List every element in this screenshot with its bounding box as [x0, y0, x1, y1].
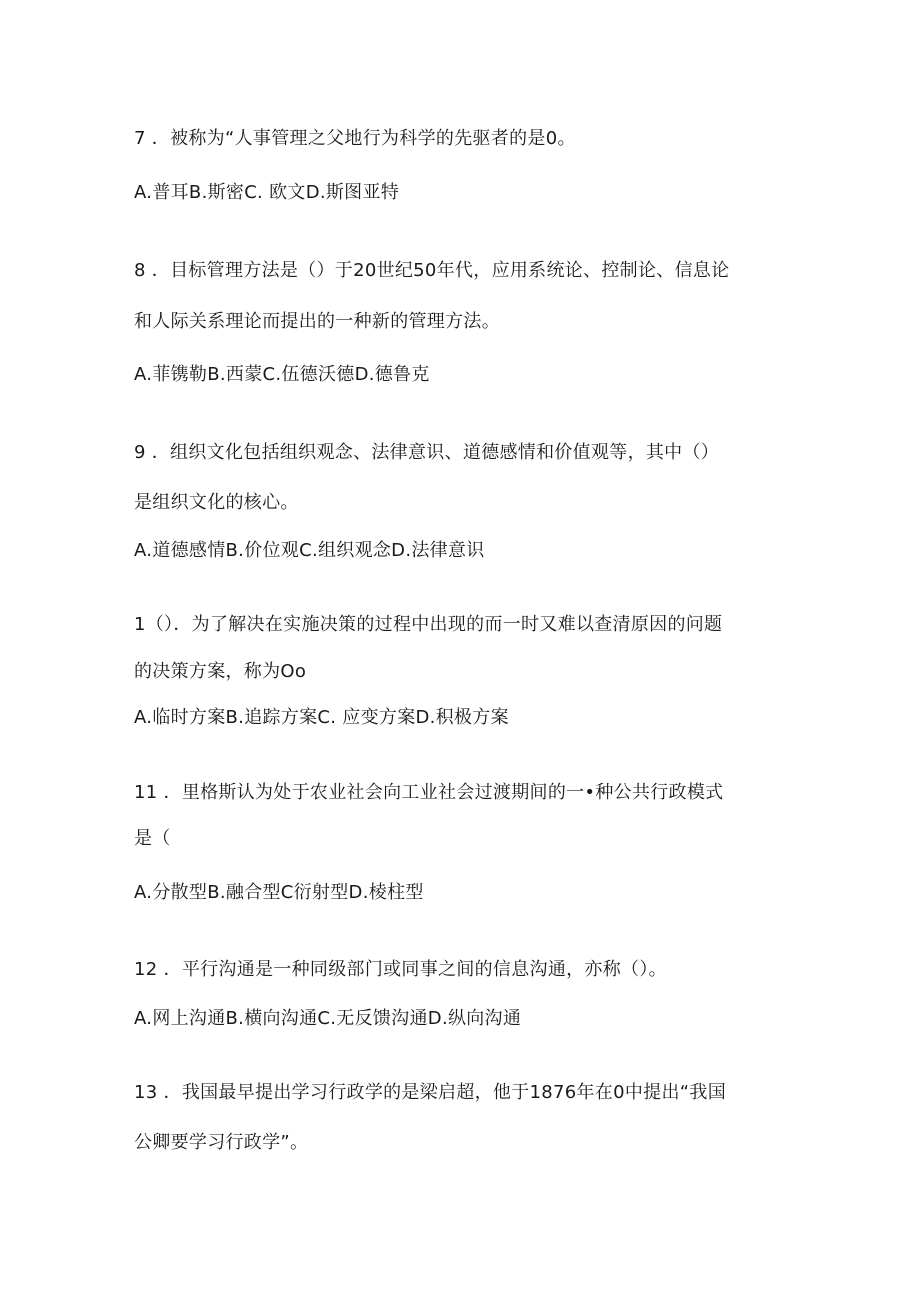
- question-7-stem-line-1: 7 ．被称为“人事管理之父地行为科学的先驱者的是0。: [134, 128, 576, 149]
- question-10-stem-line-1: 1（）．为了解决在实施决策的过程中出现的而一时又难以查清原因的问题: [134, 614, 723, 635]
- question-13-stem-line-1: 13 ．我国最早提出学习行政学的是梁启超，他于1876年在0中提出“我国: [134, 1082, 727, 1103]
- question-13-stem-line-2: 公卿要学习行政学”。: [134, 1132, 309, 1153]
- question-10-stem-line-2: 的决策方案，称为Oo: [134, 661, 307, 682]
- question-12-options: A.网上沟通B.横向沟通C.无反馈沟通D.纵向沟通: [134, 1008, 522, 1029]
- question-9-stem-line-2: 是组织文化的核心。: [134, 492, 299, 513]
- question-11-stem-line-1: 11 ．里格斯认为处于农业社会向工业社会过渡期间的一•种公共行政模式: [134, 782, 724, 803]
- question-8-options: A.菲镌勒B.西蒙C.伍德沃德D.德鲁克: [134, 364, 430, 385]
- question-8-stem-line-1: 8 ．目标管理方法是（）于20世纪50年代，应用系统论、控制论、信息论: [134, 260, 730, 281]
- question-7-options: A.普耳B.斯密C. 欧文D.斯图亚特: [134, 182, 400, 203]
- question-9-options: A.道德感情B.价位观C.组织观念D.法律意识: [134, 540, 485, 561]
- question-9-stem-line-1: 9 ．组织文化包括组织观念、法律意识、道德感情和价值观等，其中（）: [134, 442, 720, 463]
- question-8-stem-line-2: 和人际关系理论而提出的一种新的管理方法。: [134, 311, 500, 332]
- question-10-options: A.临时方案B.追踪方案C. 应变方案D.积极方案: [134, 707, 509, 728]
- question-12-stem-line-1: 12 ．平行沟通是一种同级部门或同事之间的信息沟通，亦称（）。: [134, 959, 667, 980]
- question-11-options: A.分散型B.融合型C衍射型D.棱柱型: [134, 882, 424, 903]
- question-11-stem-line-2: 是（: [134, 828, 171, 849]
